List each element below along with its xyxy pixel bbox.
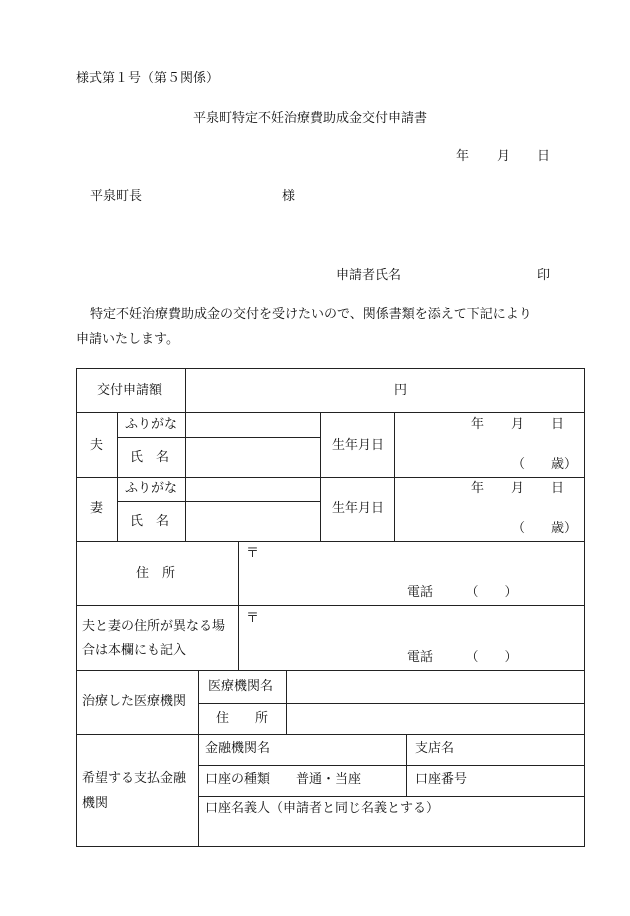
alt-address-label-line-2: 合は本欄にも記入 [82, 643, 187, 658]
form-title: 平泉町特定不妊治療費助成金交付申請書 [193, 111, 428, 126]
wife-birth-year: 年 [471, 481, 485, 496]
wife-furigana-label: ふりがな [125, 481, 178, 496]
table-rule [198, 765, 585, 766]
amount-label: 交付申請額 [97, 383, 163, 398]
table-rule [320, 412, 321, 542]
table-rule [76, 368, 77, 847]
husband-label: 夫 [90, 438, 104, 453]
account-number-label: 口座番号 [415, 772, 468, 787]
medical-institution-label: 治療した医療機関 [82, 694, 187, 709]
seal-mark: 印 [537, 268, 551, 283]
alt-address-label-line-1: 夫と妻の住所が異なる場 [82, 619, 226, 634]
applicant-name-label: 申請者氏名 [336, 268, 402, 283]
husband-birth-day: 日 [551, 417, 565, 432]
intro-line-2: 申請いたします。 [76, 332, 179, 347]
husband-name-field[interactable] [186, 438, 320, 477]
account-type-label[interactable]: 口座の種類 普通・当座 [205, 772, 362, 787]
bank-label-line-2: 機関 [82, 796, 109, 811]
postal-mark: 〒 [246, 546, 260, 561]
alt-address-phone: 電話 （ ） [407, 650, 518, 665]
date-year: 年 [456, 149, 470, 164]
table-rule [76, 734, 585, 735]
husband-age: （ 歳） [512, 457, 578, 472]
branch-name-label: 支店名 [415, 741, 455, 756]
wife-name-field[interactable] [186, 502, 320, 541]
address-label: 住 所 [136, 566, 176, 581]
table-rule [76, 846, 585, 847]
husband-furigana-label: ふりがな [125, 417, 178, 432]
wife-birthdate-label: 生年月日 [332, 501, 385, 516]
account-holder-label: 口座名義人（申請者と同じ名義とする） [205, 801, 440, 816]
wife-age: （ 歳） [512, 521, 578, 536]
medical-address-field[interactable] [287, 704, 584, 734]
husband-birthdate-label: 生年月日 [332, 438, 385, 453]
date-day: 日 [537, 149, 551, 164]
alt-postal-mark: 〒 [246, 611, 260, 626]
table-rule [76, 477, 585, 478]
bank-name-label: 金融機関名 [205, 741, 271, 756]
table-rule [76, 412, 585, 413]
medical-address-label: 住 所 [216, 711, 269, 726]
table-rule [394, 412, 395, 542]
husband-birth-year: 年 [471, 417, 485, 432]
intro-line-1: 特定不妊治療費助成金の交付を受けたいので、関係書類を添えて下記により [90, 307, 532, 322]
addressee-honorific: 様 [282, 189, 296, 204]
medical-name-field[interactable] [287, 671, 584, 703]
medical-name-label: 医療機関名 [208, 679, 274, 694]
wife-furigana-field[interactable] [186, 478, 320, 501]
bank-label-line-1: 希望する支払金融 [82, 771, 187, 786]
wife-birth-day: 日 [551, 481, 565, 496]
table-rule [406, 734, 407, 797]
wife-name-label: 氏 名 [130, 514, 170, 529]
addressee-name: 平泉町長 [90, 189, 143, 204]
amount-unit: 円 [394, 383, 408, 398]
husband-furigana-field[interactable] [186, 413, 320, 437]
alt-address-field[interactable] [239, 606, 584, 670]
date-month: 月 [497, 149, 511, 164]
table-rule [117, 412, 118, 542]
table-rule [584, 368, 585, 847]
wife-birth-month: 月 [511, 481, 525, 496]
husband-birth-month: 月 [511, 417, 525, 432]
account-holder-field[interactable] [199, 797, 584, 846]
wife-label: 妻 [90, 501, 104, 516]
amount-field[interactable] [186, 369, 584, 412]
address-phone: 電話 （ ） [407, 585, 518, 600]
address-field[interactable] [239, 542, 584, 605]
form-number: 様式第１号（第５関係） [76, 71, 220, 86]
husband-name-label: 氏 名 [130, 450, 170, 465]
